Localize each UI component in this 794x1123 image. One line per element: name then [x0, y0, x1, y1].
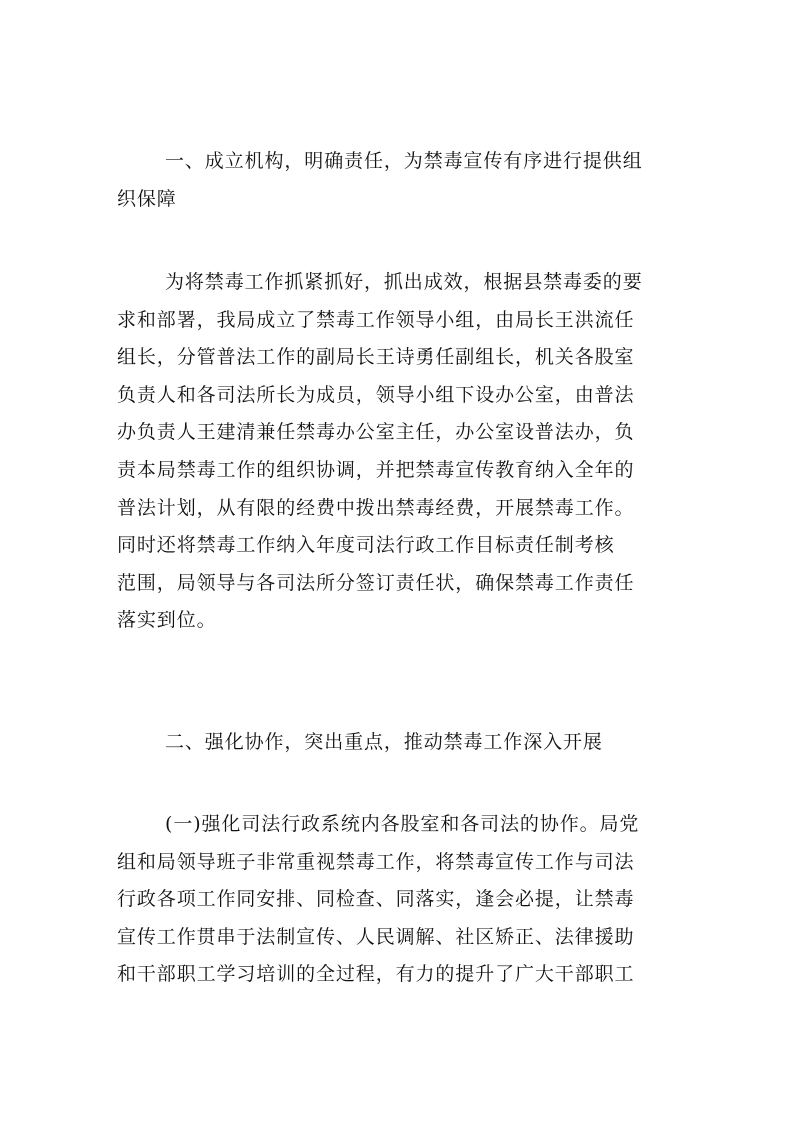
section-paragraph-2: [117, 806, 677, 994]
text-line: 二、强化协作，突出重点，推动禁毒工作深入开展: [165, 731, 603, 753]
text-line: 求和部署，我局成立了禁毒工作领导小组，由局长王洪流任: [117, 308, 635, 331]
text-line: 为将禁毒工作抓紧抓好，抓出成效，根据县禁毒委的要: [165, 271, 643, 293]
text-line: 和干部职工学习培训的全过程，有力的提升了广大干部职工: [117, 963, 635, 986]
section-heading-1: [117, 143, 677, 218]
text-line: 普法计划，从有限的经费中拨出禁毒经费，开展禁毒工作。: [117, 496, 635, 519]
text-line: 负责人和各司法所长为成员，领导小组下设办公室，由普法: [117, 383, 635, 406]
text-line: 行政各项工作同安排、同检查、同落实，逢会必提，让禁毒: [117, 888, 635, 911]
text-line: (一)强化司法行政系统内各股室和各司法的协作。局党: [165, 813, 640, 835]
text-line: 办负责人王建清兼任禁毒办公室主任，办公室设普法办，负: [117, 421, 635, 444]
text-line: 责本局禁毒工作的组织协调，并把禁毒宣传教育纳入全年的: [117, 458, 635, 481]
section-heading-2: [117, 724, 677, 762]
section-paragraph-1: [117, 264, 677, 640]
text-line: 范围，局领导与各司法所分签订责任状，确保禁毒工作责任: [117, 571, 635, 594]
text-line: 宣传工作贯串于法制宣传、人民调解、社区矫正、法律援助: [117, 925, 635, 948]
text-line: 一、成立机构，明确责任，为禁毒宣传有序进行提供组: [165, 150, 643, 172]
text-line: 落实到位。: [117, 609, 217, 632]
text-line: 组和局领导班子非常重视禁毒工作，将禁毒宣传工作与司法: [117, 850, 635, 873]
text-line: 组长，分管普法工作的副局长王诗勇任副组长，机关各股室: [117, 346, 635, 369]
text-line: 织保障: [117, 187, 177, 210]
text-line: 同时还将禁毒工作纳入年度司法行政工作目标责任制考核: [117, 534, 615, 557]
